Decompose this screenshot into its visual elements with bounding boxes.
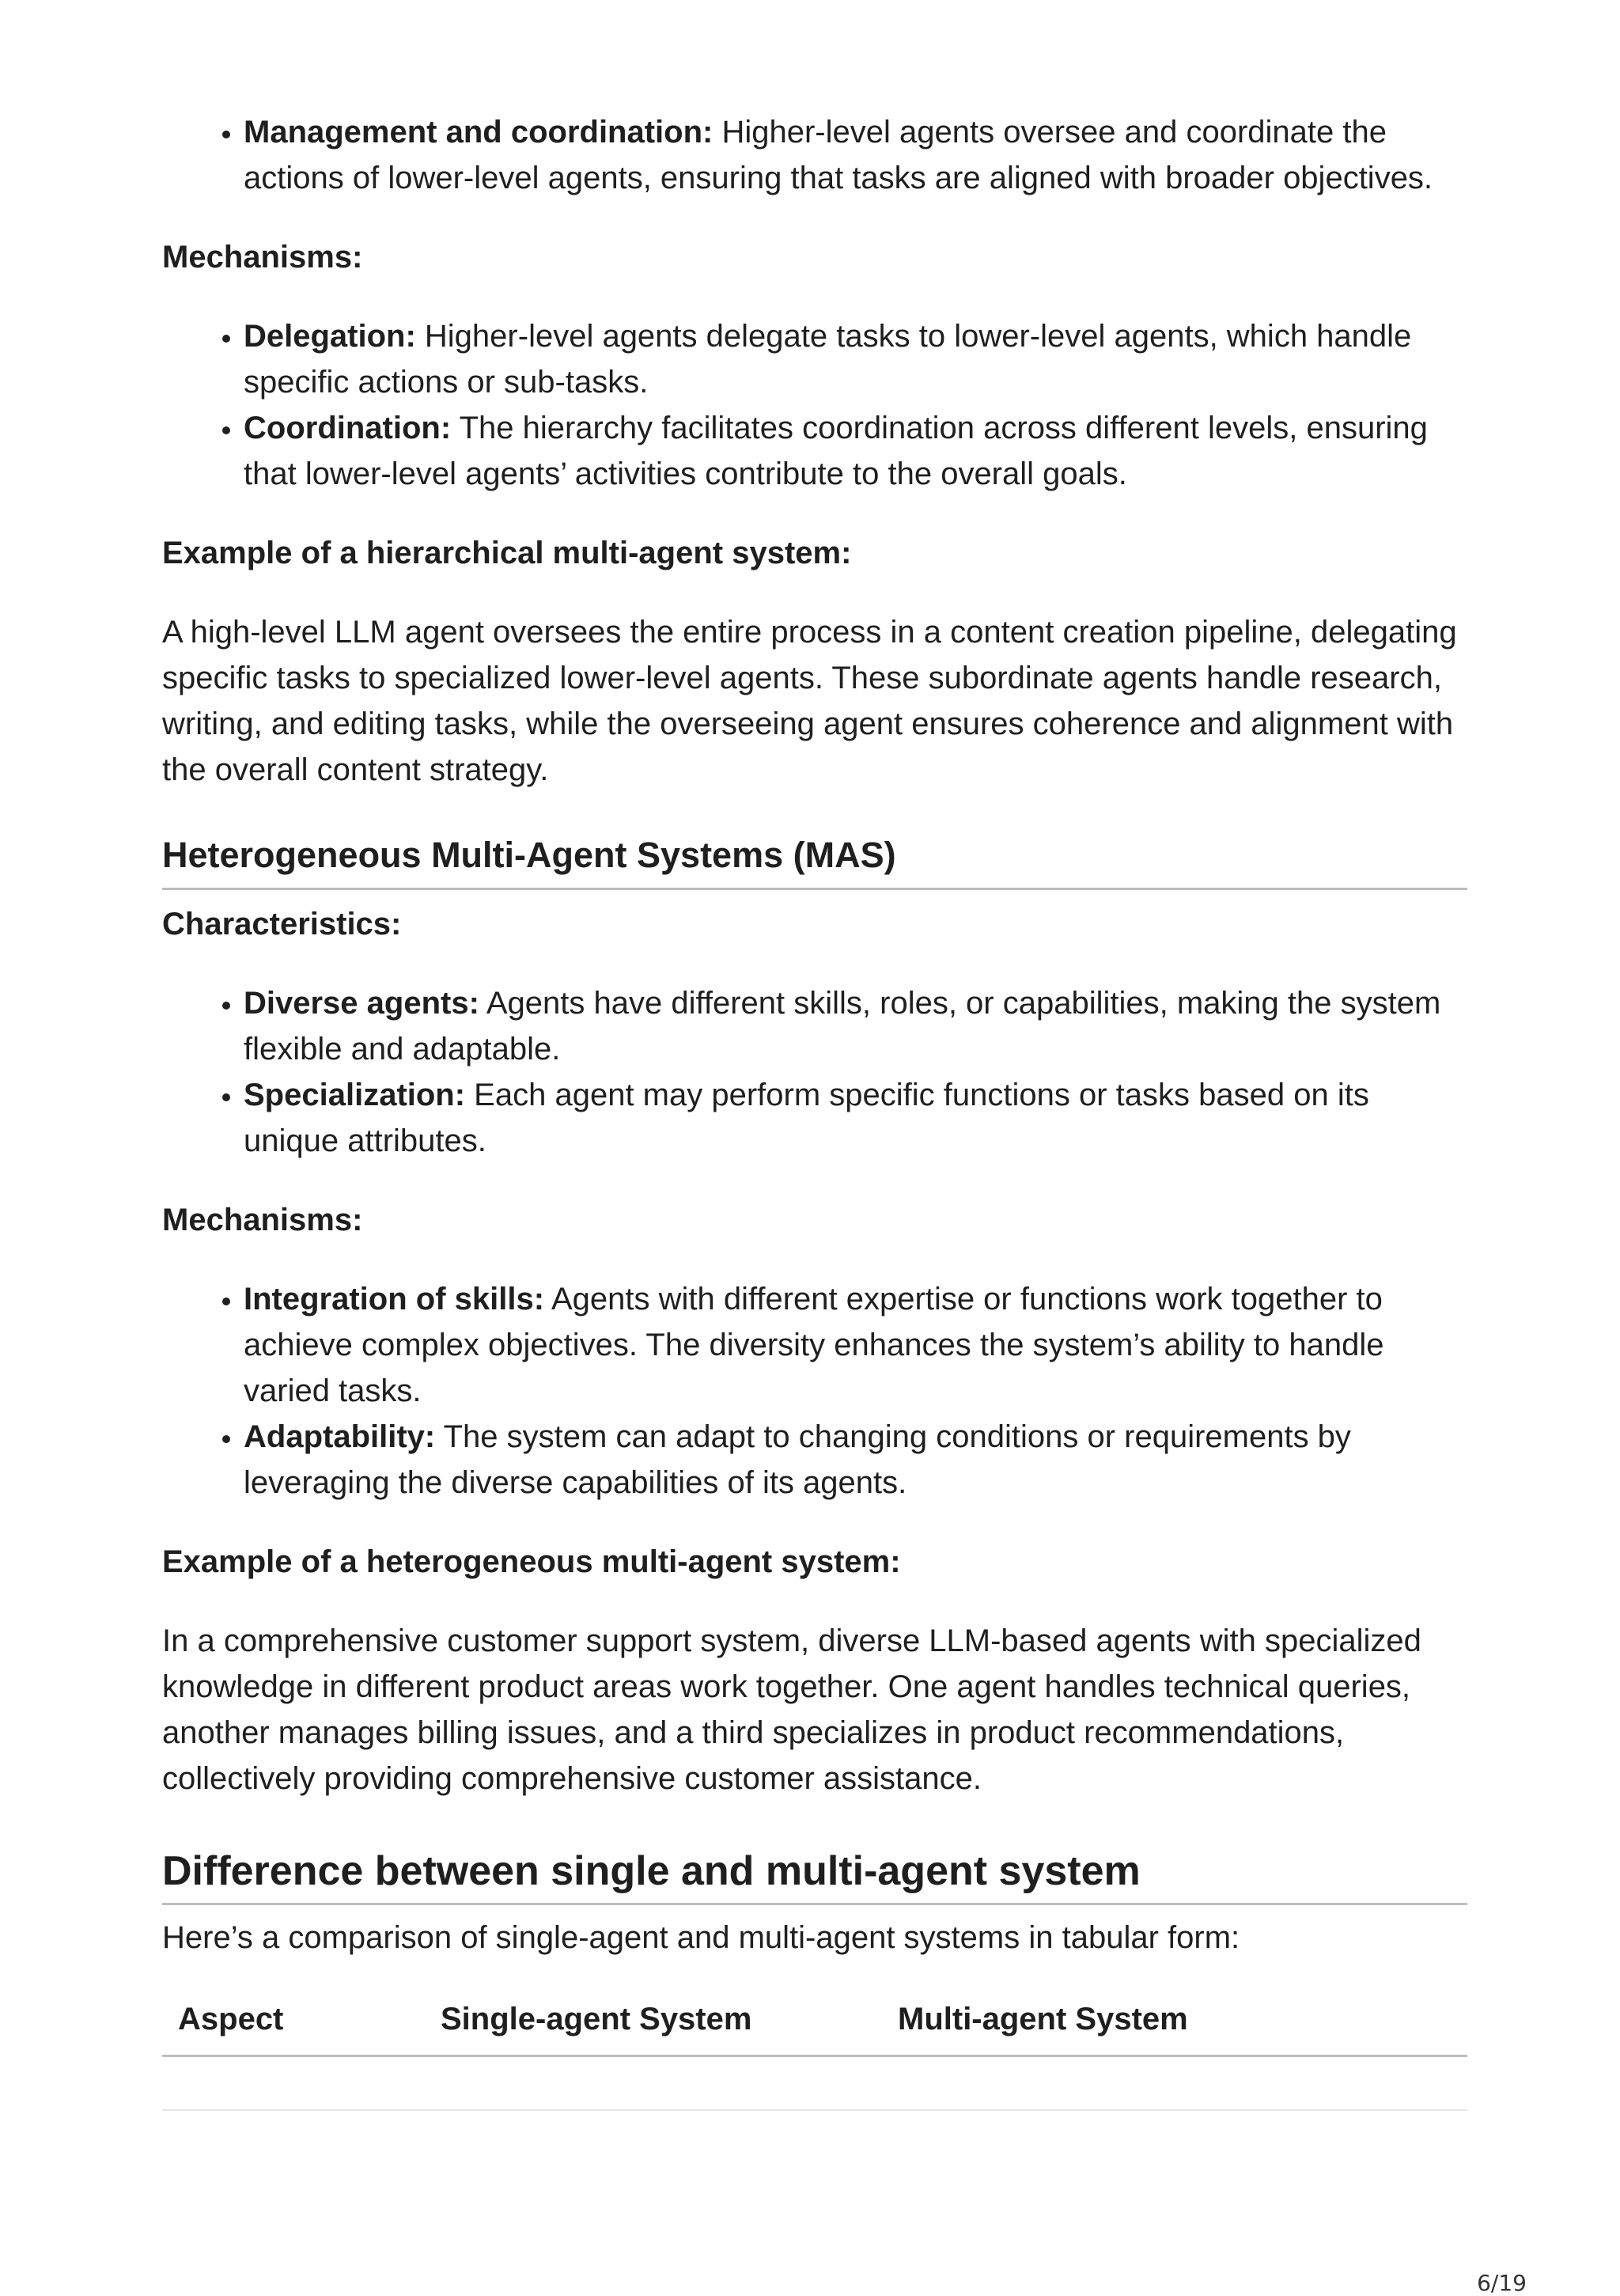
- characteristics-label: Characteristics:: [162, 907, 402, 942]
- hier-example-text: A high-level LLM agent oversees the entire process in a content creation pipeline, delegating specific tasks to specialized lower-level agents. These subordinate agents handle research, writing, and editing tasks, while the overseeing agent ensures coherence and alignment with the overall content strategy.: [162, 615, 1457, 787]
- list-item-text: Higher-level agents delegate tasks to lower-level agents, which handle specific actions or sub-tasks.: [244, 319, 1412, 400]
- hier-example-label: Example of a hierarchical multi-agent system:: [162, 536, 852, 570]
- list-item: [244, 405, 1467, 497]
- column-header-single-agent: Single-agent System: [441, 2002, 752, 2036]
- list-item-term: Adaptability:: [244, 1419, 436, 1454]
- hetero-mechanisms-label: Mechanisms:: [162, 1203, 363, 1237]
- list-item-term: Coordination:: [244, 411, 452, 445]
- list-item-text: Agents have different skills, roles, or capabilities, making the system flexible and adaptable.: [244, 986, 1441, 1067]
- top-bullet-list: [162, 109, 1467, 201]
- list-item: [244, 1072, 1467, 1164]
- list-item-term: Diverse agents:: [244, 986, 479, 1021]
- comparison-table: [162, 1984, 1467, 2111]
- characteristics-list: [162, 980, 1467, 1164]
- hetero-example-text: In a comprehensive customer support system, diverse LLM-based agents with specialized knowledge in different product areas work together. One agent handles technical queries, another manages billing issues, and a third specializes in product recommendations, collectively providing comprehensive customer assistance.: [162, 1623, 1421, 1796]
- column-header-aspect: Aspect: [178, 2002, 284, 2036]
- hetero-mechanisms-list: [162, 1276, 1467, 1506]
- list-item-text: The hierarchy facilitates coordination across different levels, ensuring that lower-level agents’ activities contribute to the overall goals.: [244, 411, 1428, 491]
- list-item: [244, 980, 1467, 1072]
- hetero-heading: Heterogeneous Multi-Agent Systems (MAS): [162, 831, 1467, 890]
- list-item: [244, 109, 1467, 201]
- list-item-text: Each agent may perform specific functions or tasks based on its unique attributes.: [244, 1078, 1369, 1158]
- column-header-multi-agent: Multi-agent System: [898, 2002, 1188, 2036]
- list-item-text: Higher-level agents oversee and coordinate the actions of lower-level agents, ensuring that tasks are aligned with broader objectives.: [244, 115, 1433, 195]
- list-item-text: The system can adapt to changing conditions or requirements by leveraging the diverse capabilities of its agents.: [244, 1419, 1351, 1500]
- list-item-term: Delegation:: [244, 319, 416, 354]
- table-row: [162, 2056, 1467, 2111]
- list-item: [244, 1414, 1467, 1506]
- page-number: 6/19: [1477, 2270, 1527, 2296]
- difference-intro: Here’s a comparison of single-agent and multi-agent systems in tabular form:: [162, 1920, 1240, 1955]
- list-item-term: Integration of skills:: [244, 1282, 545, 1317]
- list-item-term: Specialization:: [244, 1078, 466, 1112]
- list-item-term: Management and coordination:: [244, 115, 713, 150]
- table-header-row: [162, 1984, 1467, 2056]
- hier-mechanisms-list: [162, 313, 1467, 497]
- document-content: [162, 109, 1467, 2111]
- list-item-text: Agents with different expertise or functions work together to achieve complex objectives. The diversity enhances the system’s ability to handle varied tasks.: [244, 1282, 1384, 1408]
- difference-heading: Difference between single and multi-agent system: [162, 1843, 1467, 1905]
- hier-mechanisms-label: Mechanisms:: [162, 240, 363, 275]
- list-item: [244, 313, 1467, 405]
- hetero-example-label: Example of a heterogeneous multi-agent system:: [162, 1544, 901, 1579]
- list-item: [244, 1276, 1467, 1414]
